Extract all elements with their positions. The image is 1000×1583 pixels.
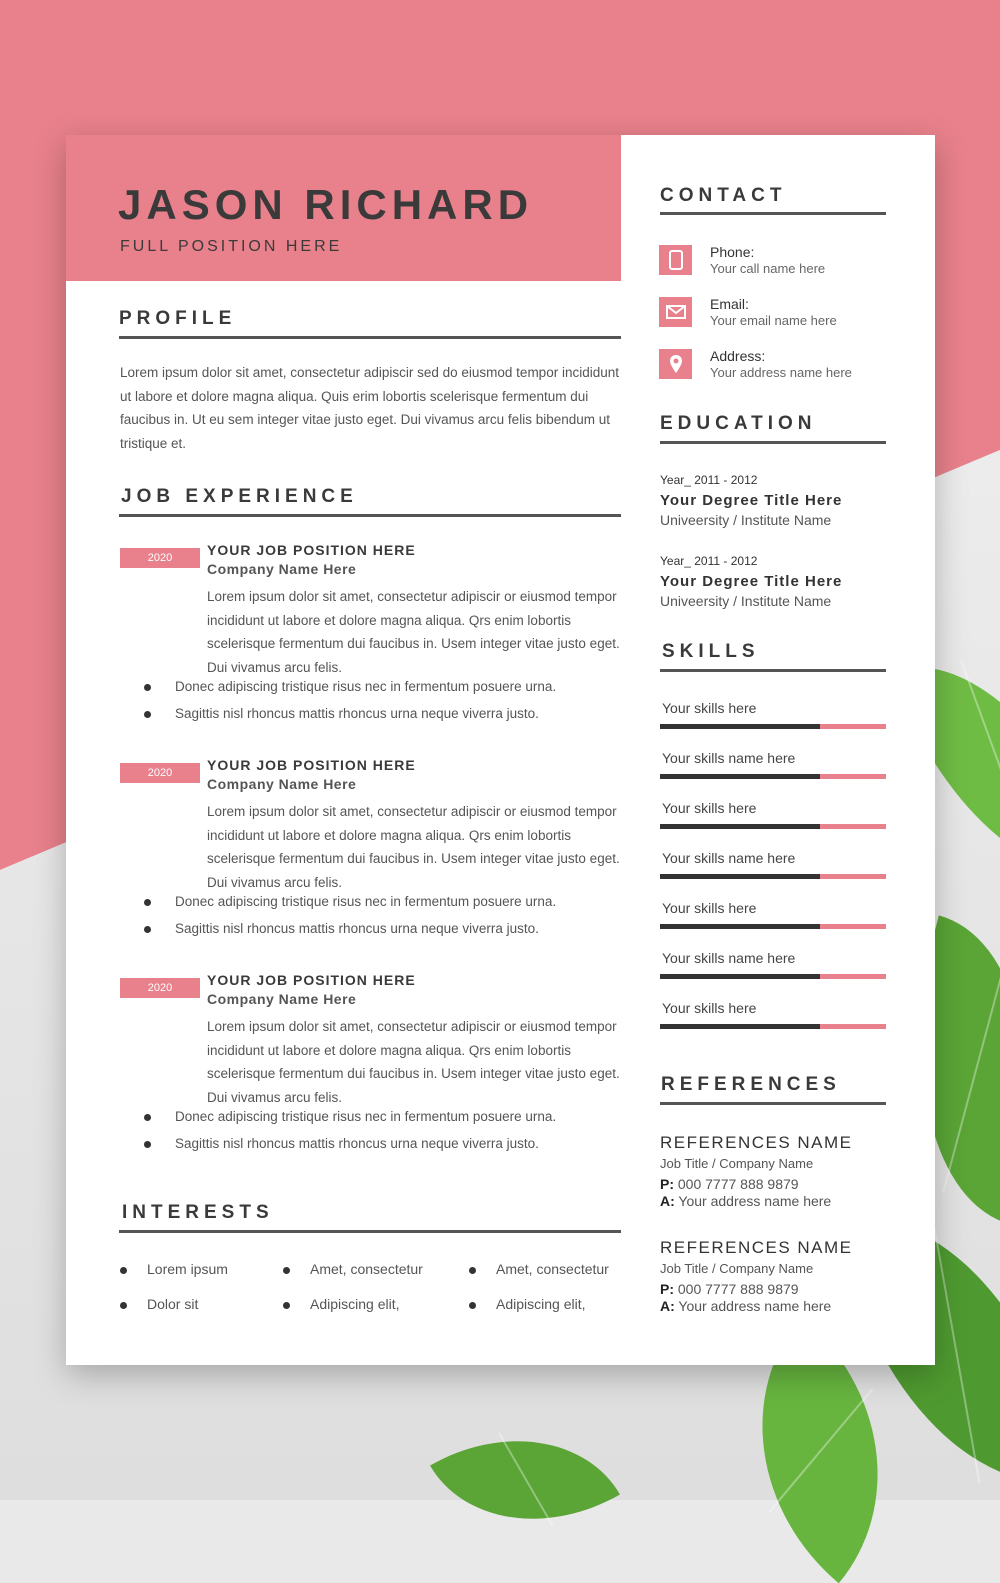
job-bullet: Donec adipiscing tristique risus nec in fermentum posuere urna. [144,1109,556,1124]
skill-bar [660,1024,886,1029]
skill-bar [660,724,886,729]
job-company: Company Name Here [207,561,357,577]
contact-title: CONTACT [660,185,787,206]
reference-address: A: Your address name here [660,1193,832,1209]
skill-label: Your skills here [662,1000,757,1016]
skill-bar-fill [660,924,820,929]
skill-bar-fill [660,974,820,979]
job-description: Lorem ipsum dolor sit amet, consectetur adipiscir or eiusmod tempor incididunt ut labore et dolore magna aliqua. Qrs enim lobortis scelerisque fermentum dui faucibus in. Usem integer vitae justo eget. Dui vivamus arcu felis. [207,589,620,675]
education-title: EDUCATION [660,413,817,434]
job-bullet: Donec adipiscing tristique risus nec in fermentum posuere urna. [144,894,556,909]
profile-text: Lorem ipsum dolor sit amet, consectetur adipiscir sed do eiusmod tempor incididunt ut labore et dolore magna aliqua. Quis erim lobortis scelerisque fermentum dui faucibus in. Ut eu sem integer vitae justo eget. Dui vivamus arcu felis bibendum ut tristique et. [120,365,619,451]
candidate-position: FULL POSITION HERE [120,238,343,255]
contact-label: Phone: [710,244,755,260]
candidate-name: JASON RICHARD [118,181,534,228]
reference-phone: P: 000 7777 888 9879 [660,1281,799,1297]
skill-bar-fill [660,824,820,829]
job-position: YOUR JOB POSITION HERE [207,757,416,773]
skill-bar [660,924,886,929]
skills-rule [660,669,886,672]
contact-value: Your address name here [710,365,852,380]
job-bullet: Donec adipiscing tristique risus nec in fermentum posuere urna. [144,679,556,694]
interest-item: Adipiscing elit, [283,1296,400,1312]
skill-label: Your skills name here [662,750,796,766]
skill-label: Your skills here [662,800,757,816]
skill-bar [660,824,886,829]
reference-name: REFERENCES NAME [660,1238,853,1257]
skill-label: Your skills name here [662,850,796,866]
education-year: Year_ 2011 - 2012 [660,554,758,568]
skill-bar-fill [660,724,820,729]
profile-title: PROFILE [119,308,237,329]
experience-rule [119,514,621,517]
job-bullet: Sagittis nisl rhoncus mattis rhoncus urna neque viverra justo. [144,921,539,936]
interest-item: Lorem ipsum [120,1261,228,1277]
job-description: Lorem ipsum dolor sit amet, consectetur adipiscir or eiusmod tempor incididunt ut labore et dolore magna aliqua. Qrs enim lobortis scelerisque fermentum dui faucibus in. Usem integer vitae justo eget. Dui vivamus arcu felis. [207,804,620,890]
skill-label: Your skills here [662,900,757,916]
reference-name: REFERENCES NAME [660,1133,853,1152]
job-description: Lorem ipsum dolor sit amet, consectetur adipiscir or eiusmod tempor incididunt ut labore et dolore magna aliqua. Qrs enim lobortis scelerisque fermentum dui faucibus in. Usem integer vitae justo eget. Dui vivamus arcu felis. [207,1019,620,1105]
contact-label: Address: [710,348,766,364]
reference-job: Job Title / Company Name [660,1156,814,1171]
reference-address: A: Your address name here [660,1298,832,1314]
skill-label: Your skills here [662,700,757,716]
skill-bar [660,774,886,779]
education-degree: Your Degree Title Here [660,492,843,509]
reference-job: Job Title / Company Name [660,1261,814,1276]
resume-page [66,135,935,1365]
job-bullet: Sagittis nisl rhoncus mattis rhoncus urna neque viverra justo. [144,706,539,721]
contact-value: Your email name here [710,313,837,328]
interest-item: Amet, consectetur [469,1261,609,1277]
references-rule [660,1102,886,1105]
education-year: Year_ 2011 - 2012 [660,473,758,487]
experience-title: JOB EXPERIENCE [121,486,358,507]
job-year-tag: 2020 [120,978,200,998]
interest-item: Adipiscing elit, [469,1296,586,1312]
profile-rule [119,336,621,339]
skills-title: SKILLS [662,641,760,662]
job-company: Company Name Here [207,991,357,1007]
contact-label: Email: [710,296,749,312]
job-company: Company Name Here [207,776,357,792]
skill-bar-fill [660,874,820,879]
reference-phone: P: 000 7777 888 9879 [660,1176,799,1192]
job-bullet: Sagittis nisl rhoncus mattis rhoncus urna neque viverra justo. [144,1136,539,1151]
job-position: YOUR JOB POSITION HERE [207,972,416,988]
contact-rule [660,212,886,215]
job-year-tag: 2020 [120,548,200,568]
education-institute: Univeersity / Institute Name [660,512,832,528]
interests-title: INTERESTS [122,1202,274,1223]
skill-label: Your skills name here [662,950,796,966]
phone-icon [659,245,692,275]
skill-bar-fill [660,1024,820,1029]
interest-item: Dolor sit [120,1296,198,1312]
education-institute: Univeersity / Institute Name [660,593,832,609]
skill-bar-fill [660,774,820,779]
education-rule [660,441,886,444]
location-pin-icon [659,349,692,379]
skill-bar [660,874,886,879]
email-icon [659,297,692,327]
interest-item: Amet, consectetur [283,1261,423,1277]
interests-rule [119,1230,621,1233]
job-year-tag: 2020 [120,763,200,783]
job-position: YOUR JOB POSITION HERE [207,542,416,558]
contact-value: Your call name here [710,261,826,276]
skill-bar [660,974,886,979]
education-degree: Your Degree Title Here [660,573,843,590]
references-title: REFERENCES [661,1074,841,1095]
